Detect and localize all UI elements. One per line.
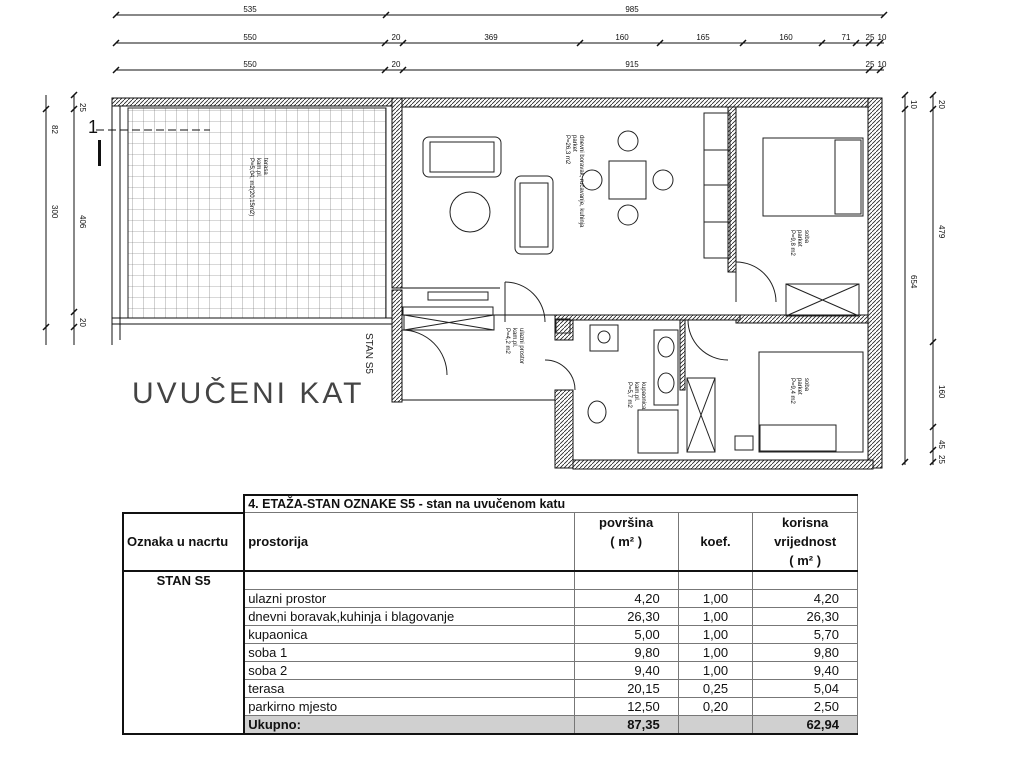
dim-label: 25: [937, 455, 946, 464]
room-area: 9,40: [574, 662, 678, 680]
section-marker: [98, 140, 101, 166]
svg-text:terasa: terasa: [262, 158, 268, 175]
stan-cell: STAN S5: [123, 571, 244, 734]
svg-text:kupaonica: kupaonica: [640, 382, 646, 410]
svg-text:kam.pl.: kam.pl.: [633, 382, 639, 402]
dim-label: 25: [78, 103, 87, 112]
header-empty: [574, 551, 678, 571]
total-label: Ukupno:: [244, 716, 574, 735]
dim-label: 985: [625, 5, 639, 14]
svg-text:P=9,4 m2: P=9,4 m2: [789, 378, 795, 404]
empty-cell: [753, 571, 858, 590]
svg-text:dnevni boravak, ručavanje, kuh: dnevni boravak, ručavanje, kuhinja: [578, 135, 584, 228]
dim-label: 915: [625, 60, 639, 69]
dim-label: 550: [243, 33, 257, 42]
dim-label: 82: [50, 125, 59, 134]
dim-label: 71: [841, 33, 851, 42]
dim-label: 165: [696, 33, 710, 42]
svg-text:parket: parket: [796, 378, 802, 395]
dim-label: 25: [865, 33, 875, 42]
empty-cell: [678, 571, 753, 590]
total-area: 87,35: [574, 716, 678, 735]
dim-label: 10: [877, 60, 887, 69]
room-label-dnevni: [564, 135, 584, 228]
dim-label: 25: [865, 60, 875, 69]
svg-text:ulazni prostor: ulazni prostor: [518, 328, 524, 365]
empty-cell: [574, 571, 678, 590]
dim-label: 10: [909, 100, 918, 109]
table-title: 4. ETAŽA-STAN OZNAKE S5 - stan na uvučenom katu: [244, 495, 857, 513]
header-povrsina: površina: [574, 513, 678, 533]
dim-label: 20: [391, 60, 401, 69]
room-useful: 9,80: [753, 644, 858, 662]
area-table: [122, 494, 858, 735]
room-name: kupaonica: [244, 626, 574, 644]
svg-text:P=4,2 m2: P=4,2 m2: [504, 328, 510, 354]
header-oznaka: Oznaka u nacrtu: [123, 513, 244, 572]
dim-label: 45: [937, 440, 946, 449]
empty-cell: [244, 571, 574, 590]
doors: [402, 262, 776, 390]
svg-text:P=9,8 m2: P=9,8 m2: [789, 230, 795, 256]
svg-text:P=26,3 m2: P=26,3 m2: [564, 135, 570, 165]
svg-text:parket: parket: [796, 230, 802, 247]
dim-label: 406: [78, 215, 87, 229]
total-useful: 62,94: [753, 716, 858, 735]
dim-label: 20: [937, 100, 946, 109]
room-useful: 2,50: [753, 698, 858, 716]
dim-label: 20: [78, 318, 87, 327]
svg-text:kam.pl.: kam.pl.: [511, 328, 517, 348]
room-name: soba 2: [244, 662, 574, 680]
svg-text:kam.pl.: kam.pl.: [255, 158, 261, 178]
dim-label: 10: [877, 33, 887, 42]
room-koef: 0,25: [678, 680, 753, 698]
dim-label: 535: [243, 5, 257, 14]
dim-label: 479: [937, 225, 946, 239]
header-prostorija: prostorija: [244, 513, 574, 572]
room-label-soba1: [789, 230, 809, 257]
room-koef: 1,00: [678, 590, 753, 608]
dim-label: 300: [50, 205, 59, 219]
stan-label: STAN S5: [363, 333, 374, 374]
room-useful: 26,30: [753, 608, 858, 626]
room-label-soba2: [789, 378, 809, 405]
room-koef: 1,00: [678, 644, 753, 662]
room-area: 20,15: [574, 680, 678, 698]
svg-text:soba: soba: [803, 230, 809, 244]
room-name: terasa: [244, 680, 574, 698]
table-title-row: [123, 495, 858, 513]
svg-text:P=5,04, m2(20,15m2): P=5,04, m2(20,15m2): [248, 158, 254, 217]
room-label-ulaz: [504, 328, 524, 364]
room-koef: 0,20: [678, 698, 753, 716]
room-koef: 1,00: [678, 626, 753, 644]
room-useful: 5,70: [753, 626, 858, 644]
terrace: [96, 98, 392, 345]
room-area: 4,20: [574, 590, 678, 608]
floor-title: UVUČENI KAT: [132, 377, 365, 410]
header-koef: koef.: [678, 513, 753, 572]
room-useful: 9,40: [753, 662, 858, 680]
header-korisna: korisna: [753, 513, 858, 533]
svg-text:parket: parket: [571, 135, 577, 152]
room-useful: 5,04: [753, 680, 858, 698]
dim-label: 160: [779, 33, 793, 42]
room-area: 9,80: [574, 644, 678, 662]
svg-text:P=5,7 m2: P=5,7 m2: [626, 382, 632, 408]
room-name: dnevni boravak,kuhinja i blagovanje: [244, 608, 574, 626]
stan-row: [123, 571, 858, 590]
dim-label: 369: [484, 33, 498, 42]
room-name: parkirno mjesto: [244, 698, 574, 716]
room-name: soba 1: [244, 644, 574, 662]
room-area: 26,30: [574, 608, 678, 626]
room-area: 5,00: [574, 626, 678, 644]
room-useful: 4,20: [753, 590, 858, 608]
room-name: ulazni prostor: [244, 590, 574, 608]
header-vrijednost: vrijednost: [753, 532, 858, 551]
dim-label: 20: [391, 33, 401, 42]
dim-label: 550: [243, 60, 257, 69]
room-koef: 1,00: [678, 662, 753, 680]
header-korisna-unit: ( m² ): [753, 551, 858, 571]
room-area: 12,50: [574, 698, 678, 716]
dim-label: 654: [909, 275, 918, 289]
dim-label: 160: [937, 385, 946, 399]
header-povrsina-unit: ( m² ): [574, 532, 678, 551]
svg-text:soba: soba: [803, 378, 809, 392]
empty-cell: [678, 716, 753, 735]
header-row-1: [123, 513, 858, 533]
room-label-kupaonica: [626, 382, 646, 410]
dim-label: 160: [615, 33, 629, 42]
section-mark: 1: [88, 117, 99, 137]
room-koef: 1,00: [678, 608, 753, 626]
